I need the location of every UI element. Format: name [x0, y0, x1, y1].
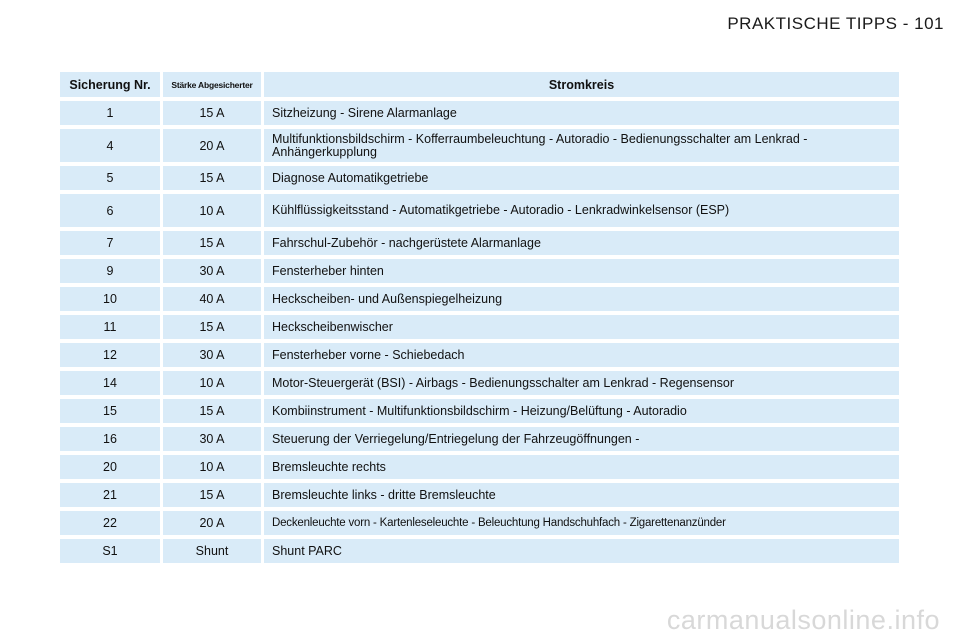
- fuse-circuit: Diagnose Automatikgetriebe: [264, 166, 899, 190]
- fuse-amperage: 30 A: [163, 259, 261, 283]
- fuse-circuit: Kühlflüssigkeitsstand - Automatikgetriebe - Autoradio - Lenkradwinkelsensor (ESP): [264, 194, 899, 227]
- fuse-amperage: 15 A: [163, 101, 261, 125]
- fuse-number: 15: [60, 399, 160, 423]
- fuse-number: 16: [60, 427, 160, 451]
- fuse-amperage: 20 A: [163, 511, 261, 535]
- fuse-amperage: 30 A: [163, 427, 261, 451]
- watermark: carmanualsonline.info: [666, 605, 940, 635]
- fuse-circuit: Shunt PARC: [264, 539, 899, 563]
- fuse-amperage: 15 A: [163, 315, 261, 339]
- table-row: [60, 539, 899, 563]
- fuse-amperage: 15 A: [163, 399, 261, 423]
- fuse-circuit: Deckenleuchte vorn - Kartenleseleuchte - Beleuchtung Handschuhfach - Zigarettenanzünder: [264, 511, 899, 535]
- fuse-circuit: Fahrschul-Zubehör - nachgerüstete Alarmanlage: [264, 231, 899, 255]
- fuse-circuit: Fensterheber hinten: [264, 259, 899, 283]
- fuse-number: 9: [60, 259, 160, 283]
- fuse-table: [57, 68, 902, 567]
- fuse-amperage: 30 A: [163, 343, 261, 367]
- fuse-number: 20: [60, 455, 160, 479]
- table-row: [60, 129, 899, 162]
- fuse-number: 22: [60, 511, 160, 535]
- fuse-number: 6: [60, 194, 160, 227]
- fuse-number: 21: [60, 483, 160, 507]
- table-row: [60, 231, 899, 255]
- table-row: [60, 343, 899, 367]
- table-row: [60, 166, 899, 190]
- fuse-number: 11: [60, 315, 160, 339]
- header-fuse-number: Sicherung Nr.: [60, 72, 160, 97]
- fuse-amperage: 10 A: [163, 371, 261, 395]
- fuse-amperage: 15 A: [163, 166, 261, 190]
- fuse-number: 14: [60, 371, 160, 395]
- fuse-number: 10: [60, 287, 160, 311]
- fuse-number: 12: [60, 343, 160, 367]
- fuse-number: S1: [60, 539, 160, 563]
- table-row: [60, 194, 899, 227]
- fuse-number: 1: [60, 101, 160, 125]
- fuse-number: 7: [60, 231, 160, 255]
- fuse-circuit: Kombiinstrument - Multifunktionsbildschirm - Heizung/Belüftung - Autoradio: [264, 399, 899, 423]
- fuse-amperage: 40 A: [163, 287, 261, 311]
- page-title: PRAKTISCHE TIPPS - 101: [727, 14, 944, 33]
- table-row: [60, 427, 899, 451]
- fuse-amperage: 10 A: [163, 455, 261, 479]
- fuse-amperage: 10 A: [163, 194, 261, 227]
- table-row: [60, 315, 899, 339]
- table-row: [60, 259, 899, 283]
- table-row: [60, 455, 899, 479]
- table-header-row: [60, 72, 899, 97]
- fuse-circuit: Bremsleuchte links - dritte Bremsleuchte: [264, 483, 899, 507]
- fuse-amperage: 15 A: [163, 231, 261, 255]
- fuse-circuit: Steuerung der Verriegelung/Entriegelung der Fahrzeugöffnungen -: [264, 427, 899, 451]
- table-row: [60, 483, 899, 507]
- table-row: [60, 101, 899, 125]
- fuse-number: 5: [60, 166, 160, 190]
- fuse-circuit: Motor-Steuergerät (BSI) - Airbags - Bedienungsschalter am Lenkrad - Regensensor: [264, 371, 899, 395]
- fuse-amperage: Shunt: [163, 539, 261, 563]
- table-row: [60, 511, 899, 535]
- fuse-circuit: Heckscheibenwischer: [264, 315, 899, 339]
- fuse-amperage: 15 A: [163, 483, 261, 507]
- fuse-circuit: Heckscheiben- und Außenspiegelheizung: [264, 287, 899, 311]
- header-circuit: Stromkreis: [264, 72, 899, 97]
- fuse-circuit: Multifunktionsbildschirm - Kofferraumbeleuchtung - Autoradio - Bedienungsschalter am Lenkrad - Anhängerkupplung: [264, 129, 899, 162]
- header-amperage: Stärke Abgesicherter: [163, 72, 261, 97]
- table-row: [60, 371, 899, 395]
- fuse-circuit: Bremsleuchte rechts: [264, 455, 899, 479]
- fuse-number: 4: [60, 129, 160, 162]
- fuse-amperage: 20 A: [163, 129, 261, 162]
- table-row: [60, 287, 899, 311]
- table-row: [60, 399, 899, 423]
- fuse-circuit: Fensterheber vorne - Schiebedach: [264, 343, 899, 367]
- fuse-circuit: Sitzheizung - Sirene Alarmanlage: [264, 101, 899, 125]
